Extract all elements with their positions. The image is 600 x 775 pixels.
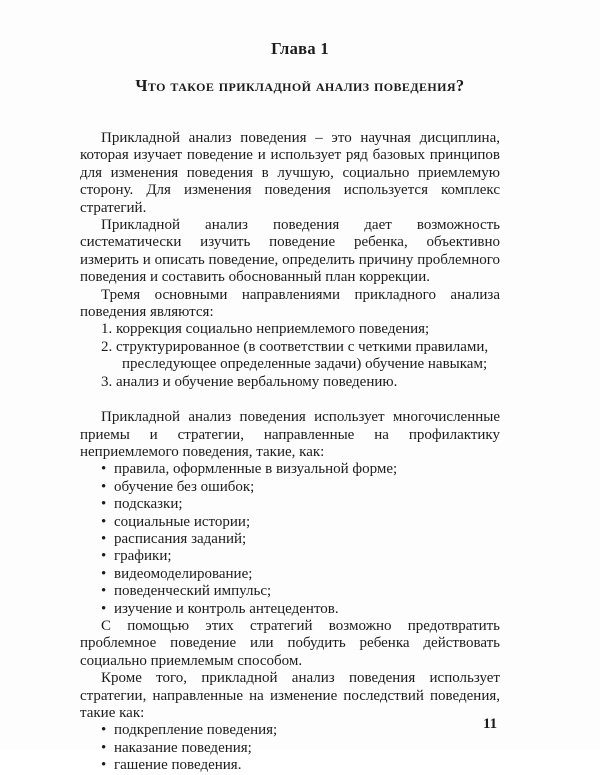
- paragraph-opportunities: Прикладной анализ поведения дает возможность систематически изучить поведение ребенка, объективно измерить и описать поведение, определить причину проблемного поведения и составить обоснованный план коррекции.: [80, 217, 500, 286]
- list-item-text: изучение и контроль антецедентов.: [114, 600, 339, 617]
- page-number: 11: [483, 716, 498, 732]
- list-item-text: графики;: [114, 548, 172, 565]
- prevention-list-item: [80, 531, 500, 548]
- bullet-icon: •: [101, 739, 107, 756]
- bullet-icon: •: [101, 513, 107, 530]
- page-body: [80, 130, 500, 775]
- bullet-icon: •: [101, 565, 107, 582]
- prevention-list-item: [80, 583, 500, 600]
- list-item-text: гашение поведения.: [114, 757, 242, 774]
- chapter-heading: Глава 1: [271, 39, 329, 58]
- prevention-list-item: [80, 514, 500, 531]
- bullet-icon: •: [101, 461, 107, 478]
- bullet-icon: •: [101, 478, 107, 495]
- paragraph-prevention-outro: С помощью этих стратегий возможно предотвратить проблемное поведение или побудить ребенка действовать социально приемлемым способом.: [80, 617, 500, 669]
- list-item-text: обучение без ошибок;: [114, 478, 255, 495]
- chapter-title: Что такое прикладной анализ поведения?: [135, 76, 465, 95]
- paragraph-consequence-intro: Кроме того, прикладной анализ поведения использует стратегии, направленные на изменение последствий поведения, такие как:: [80, 670, 500, 721]
- paragraph-spacer: [80, 391, 500, 409]
- bullet-icon: •: [101, 583, 107, 600]
- directions-list-item: 2. структурированное (в соответствии с четкими правилами, преследующее определенные задачи) обучение навыкам;: [101, 338, 489, 373]
- list-item-text: подкрепление поведения;: [114, 722, 278, 739]
- prevention-list-item: [80, 496, 500, 513]
- list-item-text: поведенческий импульс;: [114, 583, 272, 600]
- prevention-list-item: [80, 461, 500, 478]
- bullet-icon: •: [101, 496, 107, 513]
- prevention-list-item: [80, 548, 500, 565]
- prevention-list-item: [80, 479, 500, 496]
- prevention-list-item: [80, 566, 500, 583]
- list-item-text: социальные истории;: [114, 513, 251, 530]
- paragraph-prevention-intro: Прикладной анализ поведения использует многочисленные приемы и стратегии, направленные на профилактику неприемлемого поведения, такие, как:: [80, 409, 500, 460]
- consequence-list-item: [80, 722, 500, 739]
- bullet-icon: •: [101, 600, 107, 617]
- directions-list-item: 3. анализ и обучение вербальному поведению.: [101, 373, 398, 390]
- prevention-list-item: [80, 601, 500, 618]
- bullet-icon: •: [101, 530, 107, 547]
- bullet-icon: •: [101, 548, 107, 565]
- list-item-text: видеомоделирование;: [114, 565, 253, 582]
- consequence-list-item: [80, 757, 500, 774]
- list-item-text: расписания заданий;: [114, 530, 247, 547]
- list-item-text: наказание поведения;: [114, 739, 252, 756]
- consequence-list-item: [80, 740, 500, 757]
- list-item-text: подсказки;: [114, 496, 183, 513]
- paragraph-directions-intro: Тремя основными направлениями прикладного анализа поведения являются:: [80, 286, 500, 321]
- directions-list-item: 1. коррекция социально неприемлемого поведения;: [101, 321, 430, 338]
- bullet-icon: •: [101, 757, 107, 774]
- bullet-icon: •: [101, 722, 107, 739]
- paragraph-definition: Прикладной анализ поведения – это научная дисциплина, которая изучает поведение и использует ряд базовых принципов для изменения поведения в лучшую, социально приемлемую сторону. Для изменения поведения используется комплекс стратегий.: [80, 130, 500, 216]
- list-item-text: правила, оформленные в визуальной форме;: [114, 461, 398, 478]
